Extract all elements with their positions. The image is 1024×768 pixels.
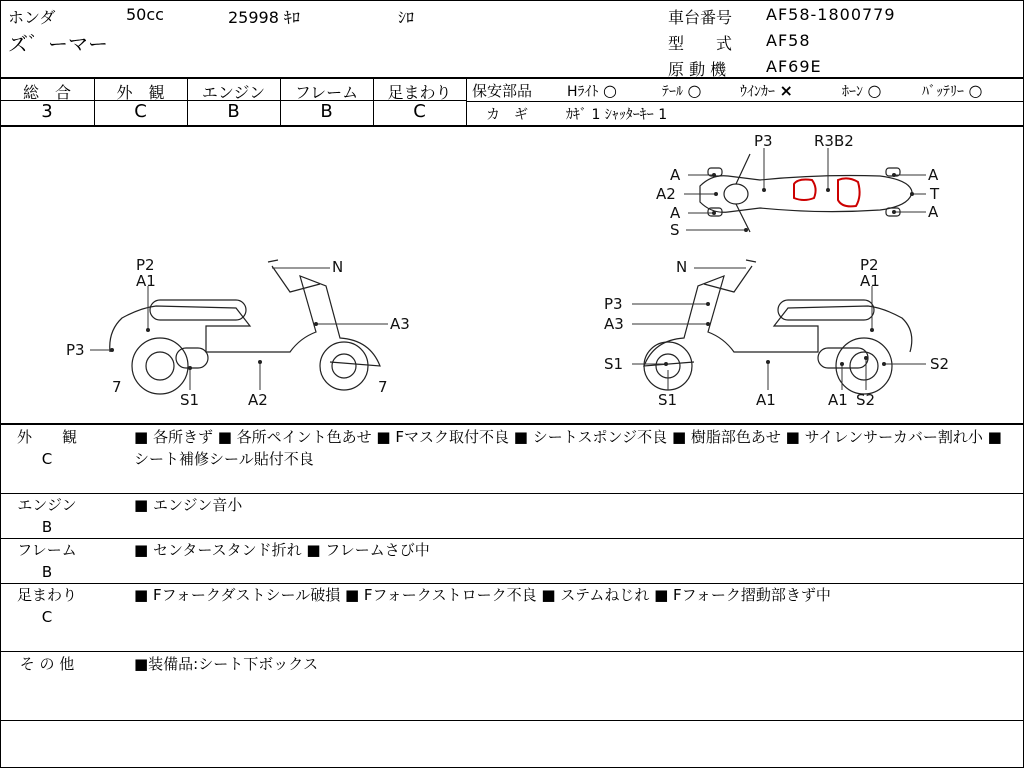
- label-top-t: T: [930, 185, 940, 203]
- section-engine-text: ■ エンジン音小: [134, 496, 243, 514]
- grade-value-frame: B: [320, 101, 333, 122]
- top-view-outline: [700, 154, 912, 232]
- label-top-s: S: [670, 221, 680, 239]
- point-markers: [110, 173, 914, 370]
- section-frame-text: ■ センタースタンド折れ ■ フレームさび中: [134, 541, 430, 559]
- grade-header-engine: エンジン: [201, 83, 266, 102]
- mileage: 25998 ｷﾛ: [228, 8, 300, 27]
- label-left-p2: P2: [136, 256, 155, 274]
- label-left-a1: A1: [136, 272, 156, 290]
- safety-item-winker: ｳｲﾝｶｰ ×: [740, 81, 793, 100]
- divider: [466, 78, 467, 125]
- grade-header-suspension: 足まわり: [387, 83, 452, 102]
- label-left-s1: S1: [180, 391, 200, 409]
- label-top-a: A: [928, 166, 939, 184]
- label-right-n: N: [676, 258, 688, 276]
- label-top-a: A: [928, 203, 939, 221]
- type-value: AF58: [766, 31, 811, 50]
- label-left-a3: A3: [390, 315, 410, 333]
- displacement: 50cc: [126, 5, 164, 24]
- label-right-a3: A3: [604, 315, 624, 333]
- label-top-r3b2: R3B2: [814, 132, 854, 150]
- label-right-p2: P2: [860, 256, 879, 274]
- label-right-p3: P3: [604, 295, 623, 313]
- safety-item-headlight: Hﾗｲﾄ ○: [567, 81, 617, 100]
- label-left-a2: A2: [248, 391, 268, 409]
- key-value: ｶｷﾞ 1 ｼｬｯﾀｰｷｰ 1: [566, 107, 668, 123]
- frame-no: AF58-1800779: [766, 5, 896, 24]
- label-right-s1: S1: [658, 391, 678, 409]
- section-exterior-text: ■ 各所きず ■ 各所ペイント色あせ ■ Fマスク取付不良 ■ シートスポンジ不良 ■ 樹脂部色あせ ■ サイレンサーカバー割れ小 ■ シート補修シール貼付不良: [134, 428, 1002, 468]
- grade-header-exterior: 外 観: [116, 83, 165, 102]
- section-other-title: そ の 他: [19, 655, 75, 673]
- grade-value-suspension: C: [413, 101, 426, 122]
- safety-item-tail: ﾃｰﾙ ○: [662, 81, 702, 100]
- label-top-a: A: [670, 204, 681, 222]
- frame-no-label: 車台番号: [668, 8, 733, 27]
- divider: [0, 423, 1024, 425]
- divider: [466, 101, 1024, 102]
- leader-lines: [90, 148, 926, 390]
- label-right-s1: S1: [604, 355, 624, 373]
- divider: [0, 720, 1024, 721]
- section-suspension-title: 足まわり C: [16, 586, 77, 626]
- grade-value-engine: B: [227, 101, 240, 122]
- label-top-a2: A2: [656, 185, 676, 203]
- label-right-a1: A1: [860, 272, 880, 290]
- grade-header-frame: フレーム: [294, 83, 359, 102]
- grade-header-overall: 総 合: [22, 83, 71, 102]
- grade-value-exterior: C: [134, 101, 147, 122]
- label-right-a1: A1: [756, 391, 776, 409]
- maker: ホンダ: [8, 8, 56, 27]
- label-left-7: 7: [112, 378, 122, 396]
- grade-value-overall: 3: [41, 101, 53, 122]
- label-right-s2: S2: [930, 355, 950, 373]
- type-label: 型 式: [668, 34, 733, 53]
- section-engine-title: エンジン B: [17, 496, 77, 536]
- label-top-a: A: [670, 166, 681, 184]
- scooter-diagram: [0, 126, 1024, 424]
- divider: [0, 77, 1024, 79]
- damage-mark-1: [794, 180, 816, 201]
- label-top-p3: P3: [754, 132, 773, 150]
- section-other-text: ■装備品:シート下ボックス: [134, 655, 319, 673]
- safety-item-horn: ﾎｰﾝ ○: [842, 81, 882, 100]
- engine-value: AF69E: [766, 57, 822, 76]
- model-name: ズ゛ーマー: [8, 32, 108, 56]
- section-suspension-text: ■ Fフォークダストシール破損 ■ Fフォークストローク不良 ■ ステムねじれ ■ Fフォーク摺動部きず中: [134, 586, 831, 604]
- engine-label: 原 動 機: [668, 60, 727, 79]
- safety-label: 保安部品: [472, 82, 533, 100]
- section-exterior-title: 外 観 C: [16, 428, 77, 468]
- section-frame-title: フレーム B: [17, 541, 77, 581]
- label-left-n: N: [332, 258, 344, 276]
- divider: [0, 651, 1024, 652]
- label-left-p3: P3: [66, 341, 85, 359]
- key-label: カ ギ: [486, 107, 528, 123]
- label-left-7: 7: [378, 378, 388, 396]
- color: ｼﾛ: [398, 8, 415, 27]
- damage-mark-2: [838, 178, 860, 206]
- label-right-a1: A1: [828, 391, 848, 409]
- safety-item-battery: ﾊﾞｯﾃﾘｰ ○: [922, 81, 983, 100]
- label-right-s2: S2: [856, 391, 876, 409]
